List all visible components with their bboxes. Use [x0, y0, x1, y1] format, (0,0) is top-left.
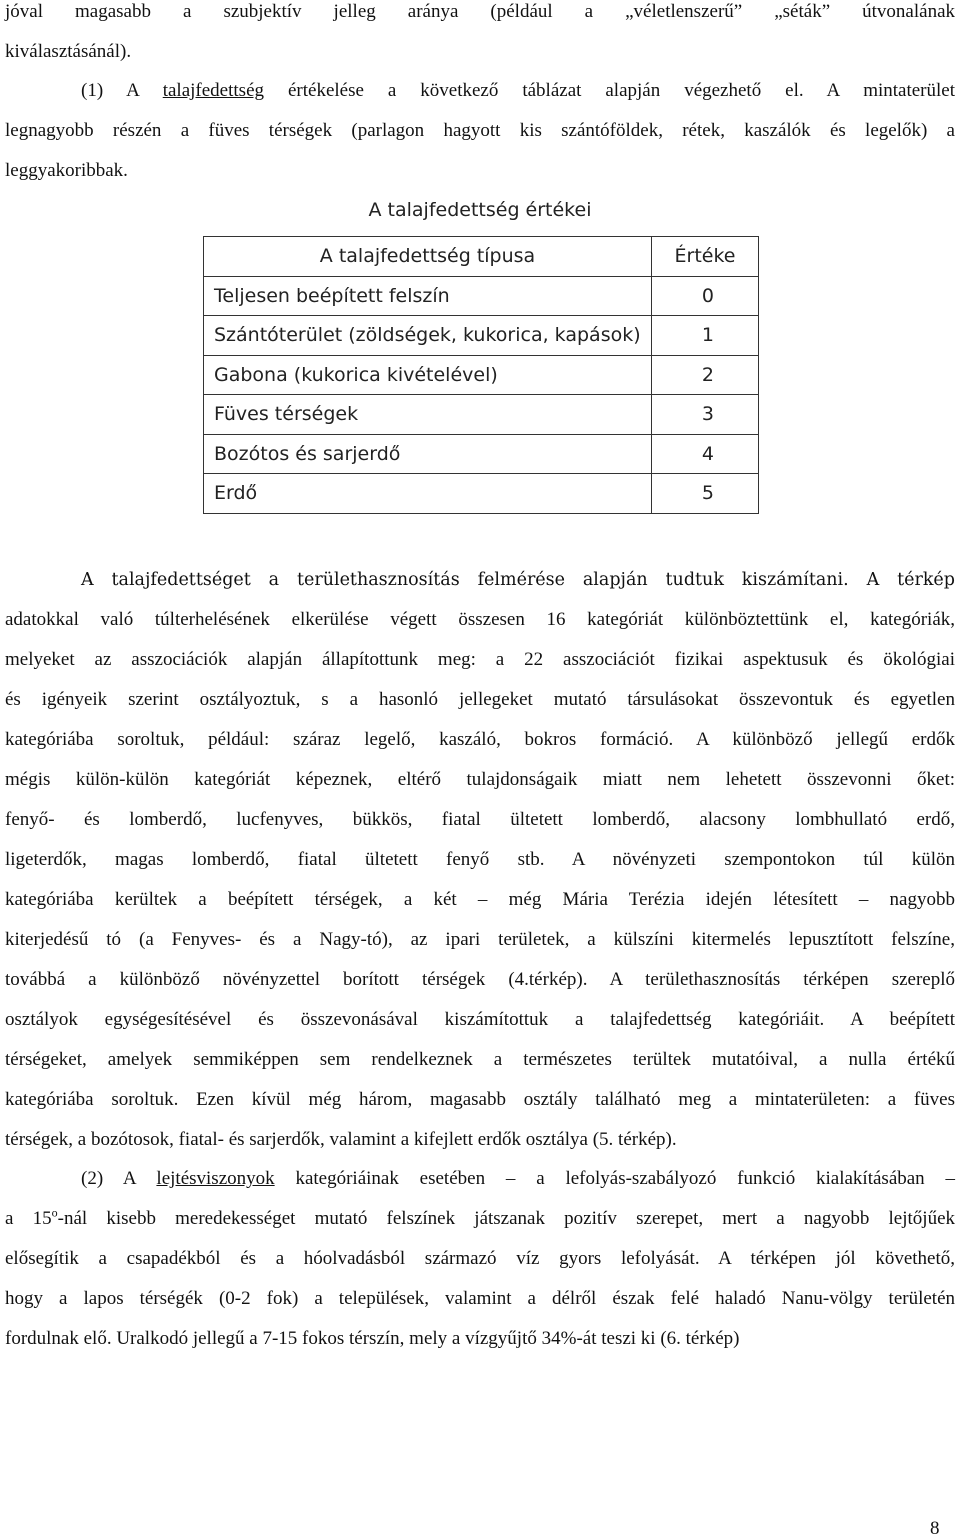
- paragraph-2-rest: kategóriáinak esetében – a lefolyás-szabályozó funkció kialakításában –: [274, 1168, 956, 1189]
- table-title: A talajfedettség értékei: [368, 199, 592, 221]
- body-line-14: kategóriába soroltuk. Ezen kívül még három, magasabb osztály található meg a mintaterületen: a füves: [5, 1089, 955, 1110]
- row-type: Füves térségek: [204, 395, 652, 435]
- body-line-9: kategóriába kerültek a beépített térségek, a két – még Mária Terézia idején létesített – nagyobb: [5, 889, 955, 910]
- paragraph-2-line-2: [5, 1207, 955, 1231]
- term-lejtesviszonyok: lejtésviszonyok: [156, 1168, 275, 1189]
- row-value: 0: [652, 276, 759, 316]
- body-line-3: melyeket az asszociációk alapján állapítottunk meg: a 22 asszociációt fizikai aspektusuk és ökológiai: [5, 649, 955, 670]
- body-line-6: mégis külön-külön kategóriát képeznek, eltérő tulajdonságaik miatt nem lehetett összevonni őket:: [5, 769, 955, 790]
- degree-prefix: a 15: [5, 1208, 52, 1229]
- paragraph-1-prefix: (1) A: [81, 80, 163, 101]
- body-line-1: A talajfedettséget a területhasznosítás felmérése alapján tudtuk kiszámítani. A térkép: [81, 570, 955, 590]
- body-line-12: osztályok egységesítésével és összevonásával kiszámítottuk a talajfedettség kategóriáit. A beépített: [5, 1009, 955, 1030]
- table-row: [204, 276, 759, 316]
- term-talajfedettseg: talajfedettség: [162, 80, 264, 101]
- header-value: Értéke: [652, 237, 759, 277]
- body-line-15: térségek, a bozótosok, fiatal- és sarjerdők, valamint a kifejlett erdők osztálya (5. térkép).: [5, 1129, 677, 1150]
- row-value: 4: [652, 434, 759, 474]
- page-number: 8: [930, 1518, 940, 1539]
- body-line-10: kiterjedésű tó (a Fenyves- és a Nagy-tó), az ipari területek, a külszíni kitermelés lepusztított felszíne,: [5, 929, 955, 950]
- intro-line-5: leggyakoribbak.: [5, 160, 128, 181]
- row-value: 1: [652, 316, 759, 356]
- body-line-7: fenyő- és lomberdő, lucfenyves, bükkös, fiatal ültetett lomberdő, alacsony lombhullató erdő,: [5, 809, 955, 830]
- row-type: Szántóterület (zöldségek, kukorica, kapások): [204, 316, 652, 356]
- intro-line-1: jóval magasabb a szubjektív jelleg aránya (például a „véletlenszerű” „séták” útvonalának: [5, 1, 955, 22]
- table-header-row: [204, 237, 759, 277]
- table-row: [204, 474, 759, 514]
- paragraph-2-prefix: (2) A: [81, 1168, 157, 1189]
- row-type: Gabona (kukorica kivételével): [204, 355, 652, 395]
- degree-superscript: o: [51, 1205, 58, 1220]
- body-line-11: továbbá a különböző növényzettel borított térségek (4.térkép). A területhasznosítás térképen szereplő: [5, 969, 955, 990]
- paragraph-1-rest: értékelése a következő táblázat alapján végezhető el. A mintaterület: [264, 80, 955, 101]
- header-type: A talajfedettség típusa: [204, 237, 652, 277]
- table-row: [204, 316, 759, 356]
- table-row: [204, 355, 759, 395]
- body-line-2: adatokkal való túlterhelésének elkerülése végett összesen 16 kategóriát különböztettünk el, kategóriák,: [5, 609, 955, 630]
- degree-rest: -nál kisebb meredekességet mutató felszínek játszanak pozitív szerepet, mert a nagyobb lejtőjűek: [57, 1208, 955, 1229]
- body-line-4: és igényeik szerint osztályoztuk, s a hasonló jellegeket mutató társulásokat összevontuk és egyetlen: [5, 689, 955, 710]
- table-row: [204, 434, 759, 474]
- row-type: Teljesen beépített felszín: [204, 276, 652, 316]
- row-value: 3: [652, 395, 759, 435]
- paragraph-2-line-3: elősegítik a csapadékból és a hóolvadásból származó víz gyors lefolyását. A térképen jól követhető,: [5, 1248, 955, 1269]
- body-line-8: ligeterdők, magas lomberdő, fiatal ültetett fenyő stb. A növényzeti szempontokon túl külön: [5, 849, 955, 870]
- paragraph-1-first-line: [81, 79, 955, 103]
- row-value: 5: [652, 474, 759, 514]
- row-type: Bozótos és sarjerdő: [204, 434, 652, 474]
- intro-line-4: legnagyobb részén a füves térségek (parlagon hagyott kis szántóföldek, rétek, kaszálók és legelők) a: [5, 120, 955, 141]
- paragraph-2-line-4: hogy a lapos térségék (0-2 fok) a települések, valamint a délről észak felé haladó Nanu-völgy területén: [5, 1288, 955, 1309]
- paragraph-2-line-5: fordulnak elő. Uralkodó jellegű a 7-15 fokos térszín, mely a vízgyűjtő 34%-át teszi ki (6. térkép): [5, 1328, 740, 1349]
- soil-cover-table: [203, 236, 759, 514]
- body-line-5: kategóriába soroltuk, például: száraz legelő, kaszáló, bokros formáció. A különböző jellegű erdők: [5, 729, 955, 750]
- paragraph-2-first-line: [81, 1167, 955, 1191]
- body-line-13: térségeket, amelyek semmiképpen sem rendelkeznek a természetes terültek mutatóival, a nulla értékű: [5, 1049, 955, 1070]
- intro-line-2: kiválasztásánál).: [5, 41, 132, 62]
- row-type: Erdő: [204, 474, 652, 514]
- row-value: 2: [652, 355, 759, 395]
- table-row: [204, 395, 759, 435]
